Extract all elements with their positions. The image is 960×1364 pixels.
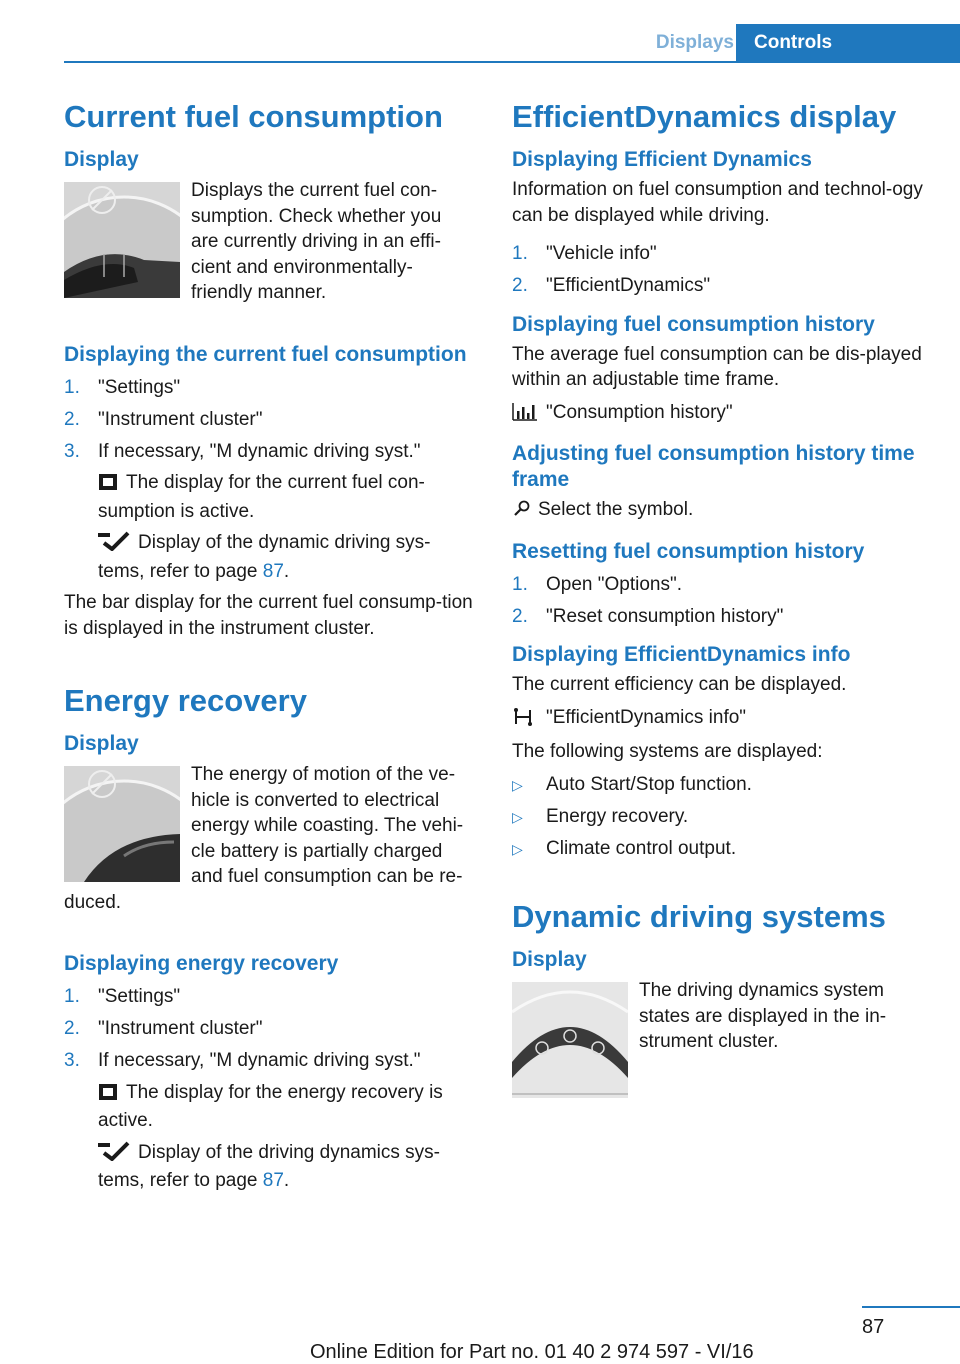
header-tab-controls[interactable]: Controls	[736, 24, 960, 61]
history-paragraph: The average fuel consumption can be dis-played within an adjustable time frame.	[512, 343, 922, 390]
info-paragraph: The current efficiency can be displayed.	[512, 674, 847, 695]
displaying-ed-heading: Displaying Efficient Dynamics	[512, 148, 812, 171]
page-number: 87	[862, 1316, 885, 1338]
magnifier-icon	[512, 500, 532, 526]
energy-recovery-image	[64, 766, 180, 882]
note-check: Display of the driving dynamics sys-tems, refer to page 87.	[98, 1141, 440, 1191]
displaying-energy-recovery-heading: Displaying energy recovery	[64, 952, 339, 975]
square-icon	[98, 1083, 118, 1109]
note-square: The display for the energy recovery is active.	[98, 1081, 443, 1131]
display-description: The driving dynamics system states are displayed in the in-strument cluster.	[639, 980, 887, 1052]
display-heading: Display	[512, 948, 587, 971]
ed-steps	[512, 241, 932, 299]
reset-steps	[512, 572, 932, 630]
history-menu-row: "Consumption history"	[512, 400, 932, 429]
page-link[interactable]: 87	[262, 1170, 284, 1191]
dynamic-check-icon	[98, 531, 130, 559]
header-tab-displays[interactable]: Displays	[655, 32, 734, 53]
page-link[interactable]: 87	[262, 560, 284, 582]
settings-steps	[64, 984, 474, 1074]
display-block	[64, 178, 474, 306]
driving-systems-image	[512, 982, 628, 1098]
section-title-current-fuel: Current fuel consumption	[64, 99, 443, 134]
footer-rule	[862, 1306, 960, 1308]
left-column	[64, 95, 474, 1194]
list-item: 1. "Settings"	[64, 376, 181, 398]
display-heading: Display	[64, 148, 139, 171]
list-item: ▷ Climate control output.	[512, 837, 737, 859]
list-item: 3. If necessary, "M dynamic driving syst."	[64, 440, 421, 462]
list-item: 1. "Vehicle info"	[512, 243, 657, 264]
display-block	[512, 978, 932, 1098]
header-rule	[64, 61, 960, 63]
list-item: 2. "EfficientDynamics"	[512, 275, 711, 296]
ed-paragraph: Information on fuel consumption and technol-ogy can be displayed while driving.	[512, 179, 923, 226]
section-title-efficientdynamics: EfficientDynamics display	[512, 99, 897, 134]
right-column	[512, 95, 932, 1098]
list-item: 2. "Instrument cluster"	[64, 408, 263, 430]
note-square: The display for the current fuel con-sumption is active.	[98, 472, 425, 522]
settings-steps	[64, 375, 474, 465]
display-heading: Display	[64, 732, 139, 755]
display-block	[64, 762, 474, 915]
list-item: ▷ Energy recovery.	[512, 805, 689, 827]
history-heading: Displaying fuel consumption history	[512, 312, 875, 336]
section-title-energy-recovery: Energy recovery	[64, 683, 307, 718]
dynamic-check-icon	[98, 1141, 130, 1169]
list-item: 1. "Settings"	[64, 986, 181, 1007]
list-item: 2. "Reset consumption history"	[512, 605, 784, 627]
display-description: The energy of motion of the ve-hicle is converted to electrical energy while coasting. The vehi-cle battery is partially charged and fuel consumption can be re-duced.	[64, 764, 464, 913]
info-heading: Displaying EfficientDynamics info	[512, 643, 851, 666]
list-item: ▷ Auto Start/Stop function.	[512, 773, 752, 795]
note-check: Display of the dynamic driving sys-tems, refer to page 87.	[98, 532, 431, 582]
list-item: 1. Open "Options".	[512, 573, 683, 595]
displaying-current-fuel-heading: Displaying the current fuel consumption	[64, 342, 467, 366]
reset-heading: Resetting fuel consumption history	[512, 539, 865, 563]
list-item: 3. If necessary, "M dynamic driving syst."	[64, 1050, 421, 1071]
section-title-dynamic-driving: Dynamic driving systems	[512, 899, 886, 934]
bar-display-paragraph: The bar display for the current fuel consump-tion is displayed in the instrument cluster.	[64, 592, 473, 639]
fuel-gauge-image	[64, 182, 180, 298]
adjust-row: Select the symbol.	[512, 497, 932, 526]
systems-paragraph: The following systems are displayed:	[512, 741, 823, 762]
adjust-heading: Adjusting fuel consumption history time frame	[512, 442, 915, 491]
bar-chart-icon	[512, 401, 538, 429]
display-description: Displays the current fuel con-sumption. Check whether you are currently driving in an effi-cient and environmentally-friendly manner.	[191, 180, 442, 303]
info-menu-row: "EfficientDynamics info"	[512, 705, 932, 734]
square-icon	[98, 473, 118, 499]
list-item: 2. "Instrument cluster"	[64, 1018, 263, 1039]
edition-footer: Online Edition for Part no. 01 40 2 974 597 - VI/16	[310, 1341, 754, 1363]
systems-list	[512, 772, 932, 862]
efficiency-icon	[512, 706, 538, 734]
